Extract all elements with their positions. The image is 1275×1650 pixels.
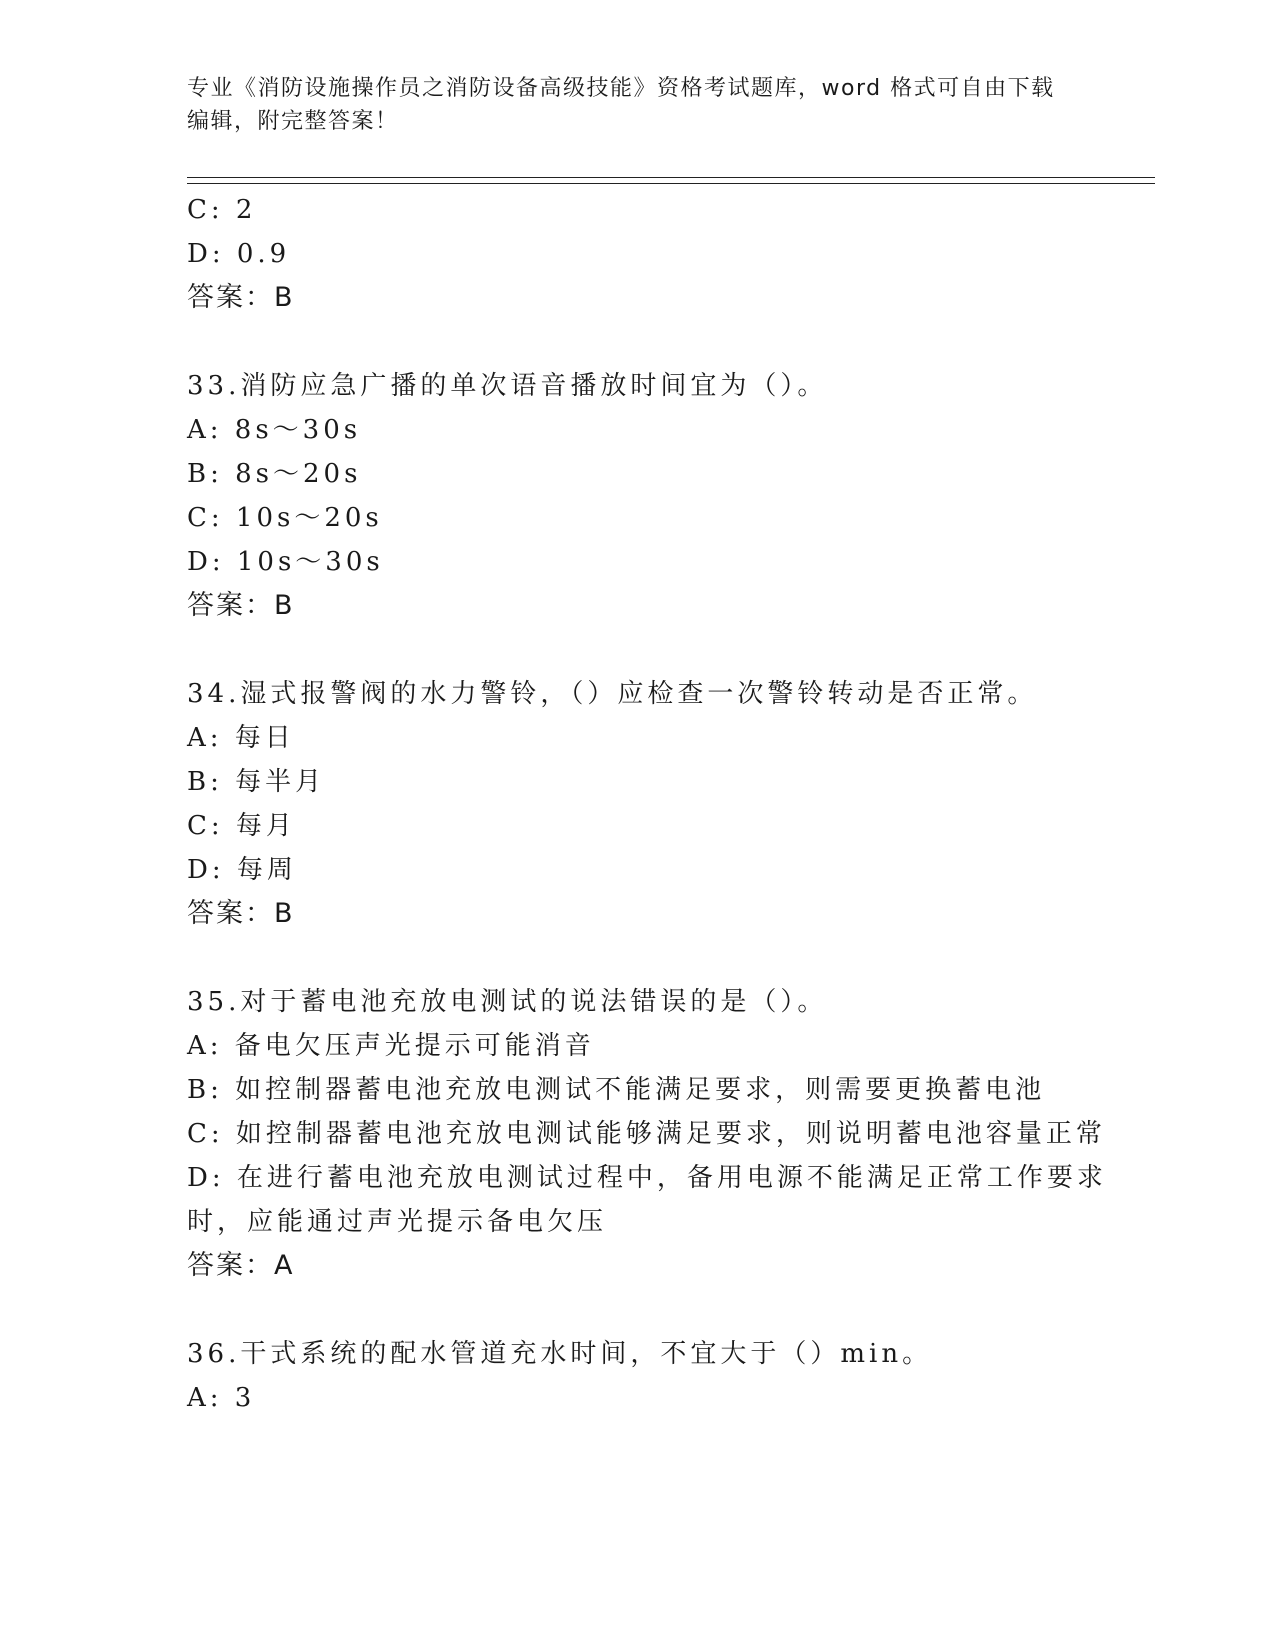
question-34-option-a: A: 每日 [187,723,295,753]
question-33-stem: 33.消防应急广播的单次语音播放时间宜为（）。 [187,371,828,401]
question-33-option-a: A: 8s～30s [187,415,362,445]
question-35-option-c: C: 如控制器蓄电池充放电测试能够满足要求，则说明蓄电池容量正常 [187,1119,1106,1149]
question-34-answer: 答案：B [187,898,295,929]
question-35-option-d: D: 在进行蓄电池充放电测试过程中，备用电源不能满足正常工作要求 [187,1163,1107,1193]
question-33-option-c: C: 10s～20s [187,503,383,533]
question-33-option-d: D: 10s～30s [187,547,384,577]
question-34-option-b: B: 每半月 [187,767,326,797]
answer-line: 答案：B [187,282,295,313]
question-34-option-d: D: 每周 [187,855,297,885]
question-35-option-a: A: 备电欠压声光提示可能消音 [187,1031,595,1061]
header-divider [187,177,1155,184]
question-36-stem: 36.干式系统的配水管道充水时间，不宜大于（）min。 [187,1339,933,1369]
document-header: 专业《消防设施操作员之消防设备高级技能》资格考试题库，word 格式可自由下载编辑，附完整答案！ [187,76,1055,134]
question-35-option-b: B: 如控制器蓄电池充放电测试不能满足要求，则需要更换蓄电池 [187,1075,1046,1105]
option-d: D: 0.9 [187,239,291,269]
question-35-stem: 35.对于蓄电池充放电测试的说法错误的是（）。 [187,987,828,1017]
question-36-option-a: A: 3 [187,1383,256,1413]
question-33-option-b: B: 8s～20s [187,459,362,489]
question-33-answer: 答案：B [187,590,295,621]
question-35-option-d-continued: 时，应能通过声光提示备电欠压 [187,1207,608,1237]
question-34-option-c: C: 每月 [187,811,296,841]
question-35-answer: 答案：A [187,1250,295,1281]
question-34-stem: 34.湿式报警阀的水力警铃，（）应检查一次警铃转动是否正常。 [187,679,1038,709]
option-c: C: 2 [187,195,257,225]
